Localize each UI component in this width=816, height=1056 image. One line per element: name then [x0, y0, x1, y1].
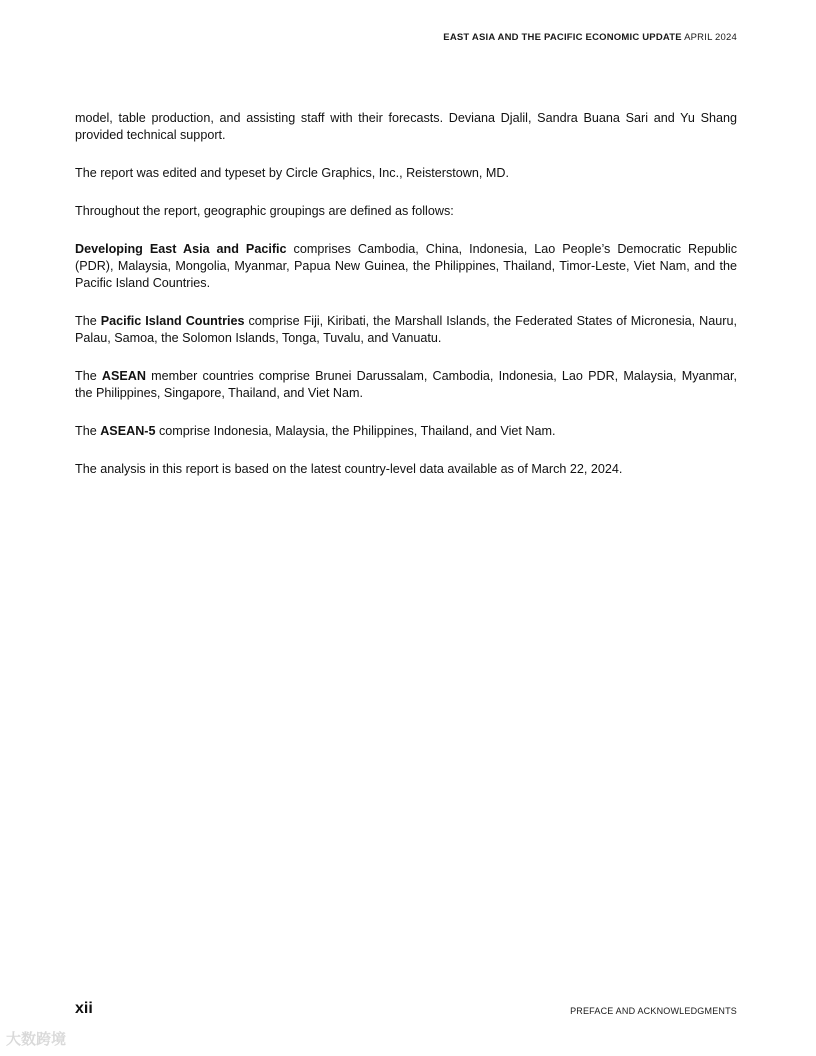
definition-pacific-island-countries: comprise Fiji, Kiribati, the Marshall Islands, the Federated States of Micronesia, Nauru, Palau, Samoa, the Solomon Islands, Tonga, Tuvalu, and Vanuatu. [75, 314, 737, 345]
watermark: 大数跨境 [6, 1031, 67, 1048]
paragraph-data-cutoff: The analysis in this report is based on the latest country-level data available as of March 22, 2024. [75, 462, 623, 476]
body-text [75, 110, 737, 499]
running-header [443, 32, 737, 43]
lead-in-text: The [75, 314, 101, 328]
paragraph-groupings-intro: Throughout the report, geographic groupings are defined as follows: [75, 204, 454, 218]
paragraph-acknowledgment-continuation: model, table production, and assisting staff with their forecasts. Deviana Djalil, Sandra Buana Sari and Yu Shang provided technical support. [75, 111, 737, 142]
report-date: APRIL 2024 [684, 32, 737, 43]
report-title: EAST ASIA AND THE PACIFIC ECONOMIC UPDATE [443, 32, 682, 43]
paragraph-asean-5 [75, 423, 737, 440]
term-asean-5: ASEAN-5 [100, 424, 156, 438]
section-title-footer: PREFACE AND ACKNOWLEDGMENTS [570, 1006, 737, 1016]
paragraph-asean [75, 368, 737, 402]
lead-in-text: The [75, 369, 102, 383]
term-asean: ASEAN [101, 369, 146, 383]
definition-developing-eap: comprises Cambodia, China, Indonesia, Lao People’s Democratic Republic (PDR), Malaysia, Mongolia, Myanmar, Papua New Guinea, the Philippines, Thailand, Timor-Leste, Viet Nam, and the Pacific Island Countries. [75, 242, 737, 290]
page-number: xii [75, 1000, 93, 1017]
paragraph-developing-eap [75, 241, 737, 292]
term-pacific-island-countries: Pacific Island Countries [100, 314, 245, 328]
paragraph-editing-credit: The report was edited and typeset by Circle Graphics, Inc., Reisterstown, MD. [75, 166, 509, 180]
term-developing-eap: Developing East Asia and Pacific [75, 242, 287, 256]
definition-asean-5: comprise Indonesia, Malaysia, the Philippines, Thailand, and Viet Nam. [155, 424, 556, 438]
paragraph-pacific-islands [75, 313, 737, 347]
definition-asean: member countries comprise Brunei Darussalam, Cambodia, Indonesia, Lao PDR, Malaysia, Myanmar, the Philippines, Singapore, Thailand, and Viet Nam. [75, 369, 738, 400]
lead-in-text: The [75, 424, 101, 438]
